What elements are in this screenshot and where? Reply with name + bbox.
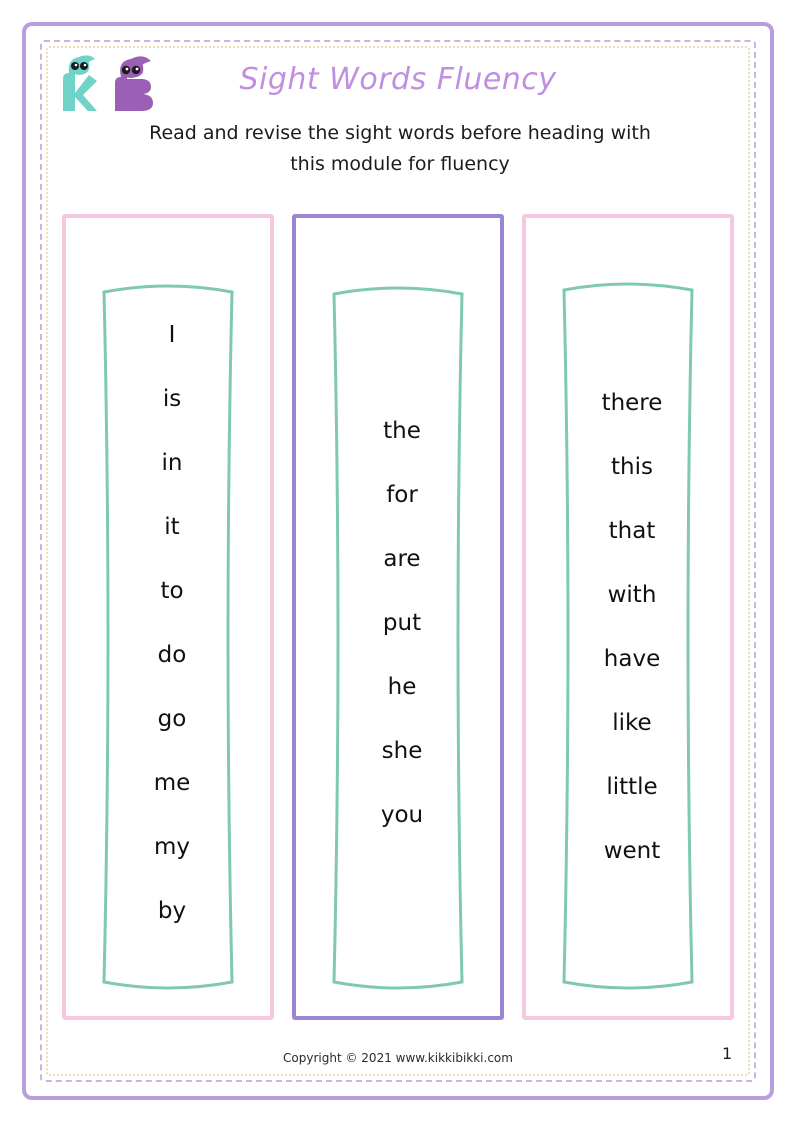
bookmark-card-2 xyxy=(292,214,504,1020)
word-item: put xyxy=(382,610,422,636)
word-item: it xyxy=(164,514,180,540)
word-item: do xyxy=(157,642,187,668)
word-item: went xyxy=(603,838,661,864)
word-item: little xyxy=(606,774,658,800)
page-subtitle: Read and revise the sight words before heading with this module for fluency xyxy=(149,122,651,176)
bookmark-columns xyxy=(62,214,734,1020)
copyright-text: Copyright © 2021 www.kikkibikki.com xyxy=(283,1051,513,1065)
bookmark-card-1 xyxy=(62,214,274,1020)
word-item: he xyxy=(387,674,417,700)
word-item: she xyxy=(381,738,423,764)
page-title: Sight Words Fluency xyxy=(239,62,557,97)
page-number: 1 xyxy=(722,1044,733,1063)
word-item: with xyxy=(607,582,657,608)
word-item: like xyxy=(612,710,652,736)
word-item: by xyxy=(157,898,187,924)
word-item: there xyxy=(601,390,663,416)
word-item: for xyxy=(386,482,418,508)
bookmark-card-3 xyxy=(522,214,734,1020)
word-list-2 xyxy=(296,420,508,868)
word-item: that xyxy=(608,518,656,544)
word-item: to xyxy=(160,578,184,604)
word-item: my xyxy=(153,834,191,860)
word-item: you xyxy=(380,802,424,828)
word-item: go xyxy=(157,706,187,732)
word-item: in xyxy=(161,450,183,476)
word-item: I xyxy=(168,322,176,348)
word-list-1 xyxy=(66,324,278,964)
word-item: is xyxy=(162,386,182,412)
word-list-3 xyxy=(526,392,738,904)
word-item: are xyxy=(383,546,421,572)
word-item: the xyxy=(383,418,421,444)
word-item: this xyxy=(611,454,653,480)
word-item: me xyxy=(153,770,191,796)
word-item: have xyxy=(603,646,661,672)
